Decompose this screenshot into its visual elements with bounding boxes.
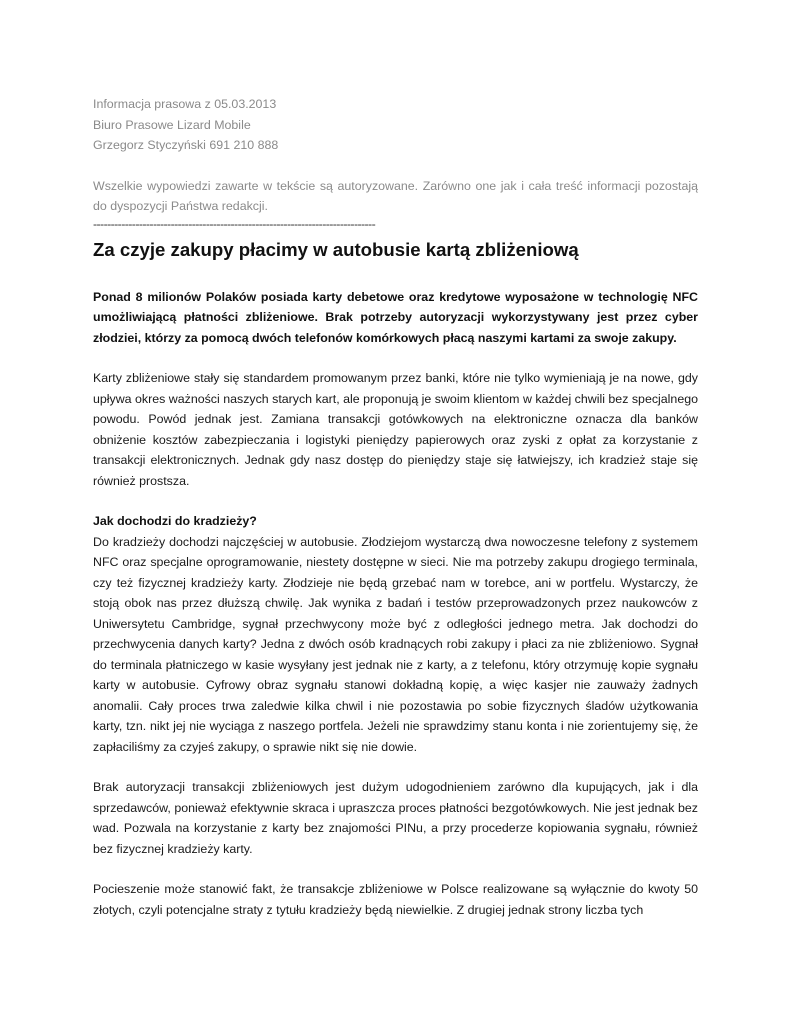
paragraph-2: Do kradzieży dochodzi najczęściej w autobusie. Złodziejom wystarczą dwa nowoczesne telefony z systemem NFC oraz specjalne oprogramowanie, niestety dostępne w sieci. Nie ma potrzeby zakupu drogiego terminala, czy też fizycznej kradzieży karty. Złodzieje nie będą grzebać nam w torebce, ani w portfelu. Wystarczy, że stoją obok nas przez dłuższą chwilę. Jak wynika z badań i testów przeprowadzonych przez naukowców z Uniwersytetu Cambridge, sygnał przechwycony może być z odległości jednego metra. Jak dochodzi do przechwycenia danych karty? Jedna z dwóch osób kradnących robi zakupy i płaci za nie zbliżeniowo. Sygnał do terminala płatniczego w kasie wysyłany jest jednak nie z karty, a z telefonu, który otrzymuję kopie sygnału karty w autobusie. Cyfrowy obraz sygnału stanowi dokładną kopię, a więc kasjer nie zauważy żadnych anomalii. Cały proces trwa zaledwie kilka chwil i nie pozostawia po sobie fizycznych śladów użytkowania karty, tzn. nikt jej nie wyciąga z naszego portfela. Jeżeli nie sprawdzimy stanu konta i nie zorientujemy się, że zapłaciliśmy za czyjeś zakupy, o sprawie nikt się nie dowie. <box>93 534 698 754</box>
paragraph-3: Brak autoryzacji transakcji zbliżeniowych jest dużym udogodnieniem zarówno dla kupujących, jak i dla sprzedawców, ponieważ efektywnie skraca i upraszcza proces płatności bezgotówkowych. Nie jest jednak bez wad. Pozwala na korzystanie z karty bez znajomości PINu, a przy procederze kopiowania sygnału, również bez fizycznej kradzieży karty. <box>93 780 698 856</box>
press-office-name: Biuro Prasowe Lizard Mobile <box>93 117 251 132</box>
article-lead: Ponad 8 milionów Polaków posiada karty debetowe oraz kredytowe wyposażone w technologię NFC umożliwiającą płatności zbliżeniowe. Brak potrzeby autoryzacji wykorzystywany jest przez cyber złodziei, którzy za pomocą dwóch telefonów komórkowych płacą naszymi kartami za swoje zakupy. <box>93 289 698 345</box>
paragraph-4: Pocieszenie może stanowić fakt, że transakcje zbliżeniowe w Polsce realizowane są wyłącznie do kwoty 50 złotych, czyli potencjalne straty z tytułu kradzieży będą niewielkie. Z drugiej jednak strony liczba tych <box>93 882 698 917</box>
dashed-divider: -------------------------------------------------------------------------------- <box>93 216 376 231</box>
press-release-date: Informacja prasowa z 05.03.2013 <box>93 97 277 111</box>
paragraph-1: Karty zbliżeniowe stały się standardem promowanym przez banki, które nie tylko wymieniają je na nowe, gdy upływa okres ważności naszych starych kart, ale proponują je swoim klientom w każdej chwili bez specjalnego powodu. Powód jednak jest. Zamiana transakcji gotówkowych na elektroniczne oznacza dla banków obniżenie kosztów zabezpieczania i logistyki pieniędzy papierowych oraz zyski z opłat za korzystanie z transakcji elektronicznych. Jednak gdy nasz dostęp do pieniędzy staje się łatwiejszy, ich kradzież staje się również prostsza. <box>93 371 698 488</box>
disclaimer-text: Wszelkie wypowiedzi zawarte w tekście są autoryzowane. Zarówno one jak i cała treść informacji pozostają do dyspozycji Państwa redakcji. <box>93 178 698 213</box>
article-title: Za czyje zakupy płacimy w autobusie kartą zbliżeniową <box>93 238 579 260</box>
press-info-block <box>93 94 698 156</box>
section-subheading: Jak dochodzi do kradzieży? <box>93 514 257 528</box>
press-contact: Grzegorz Styczyński 691 210 888 <box>93 138 279 152</box>
